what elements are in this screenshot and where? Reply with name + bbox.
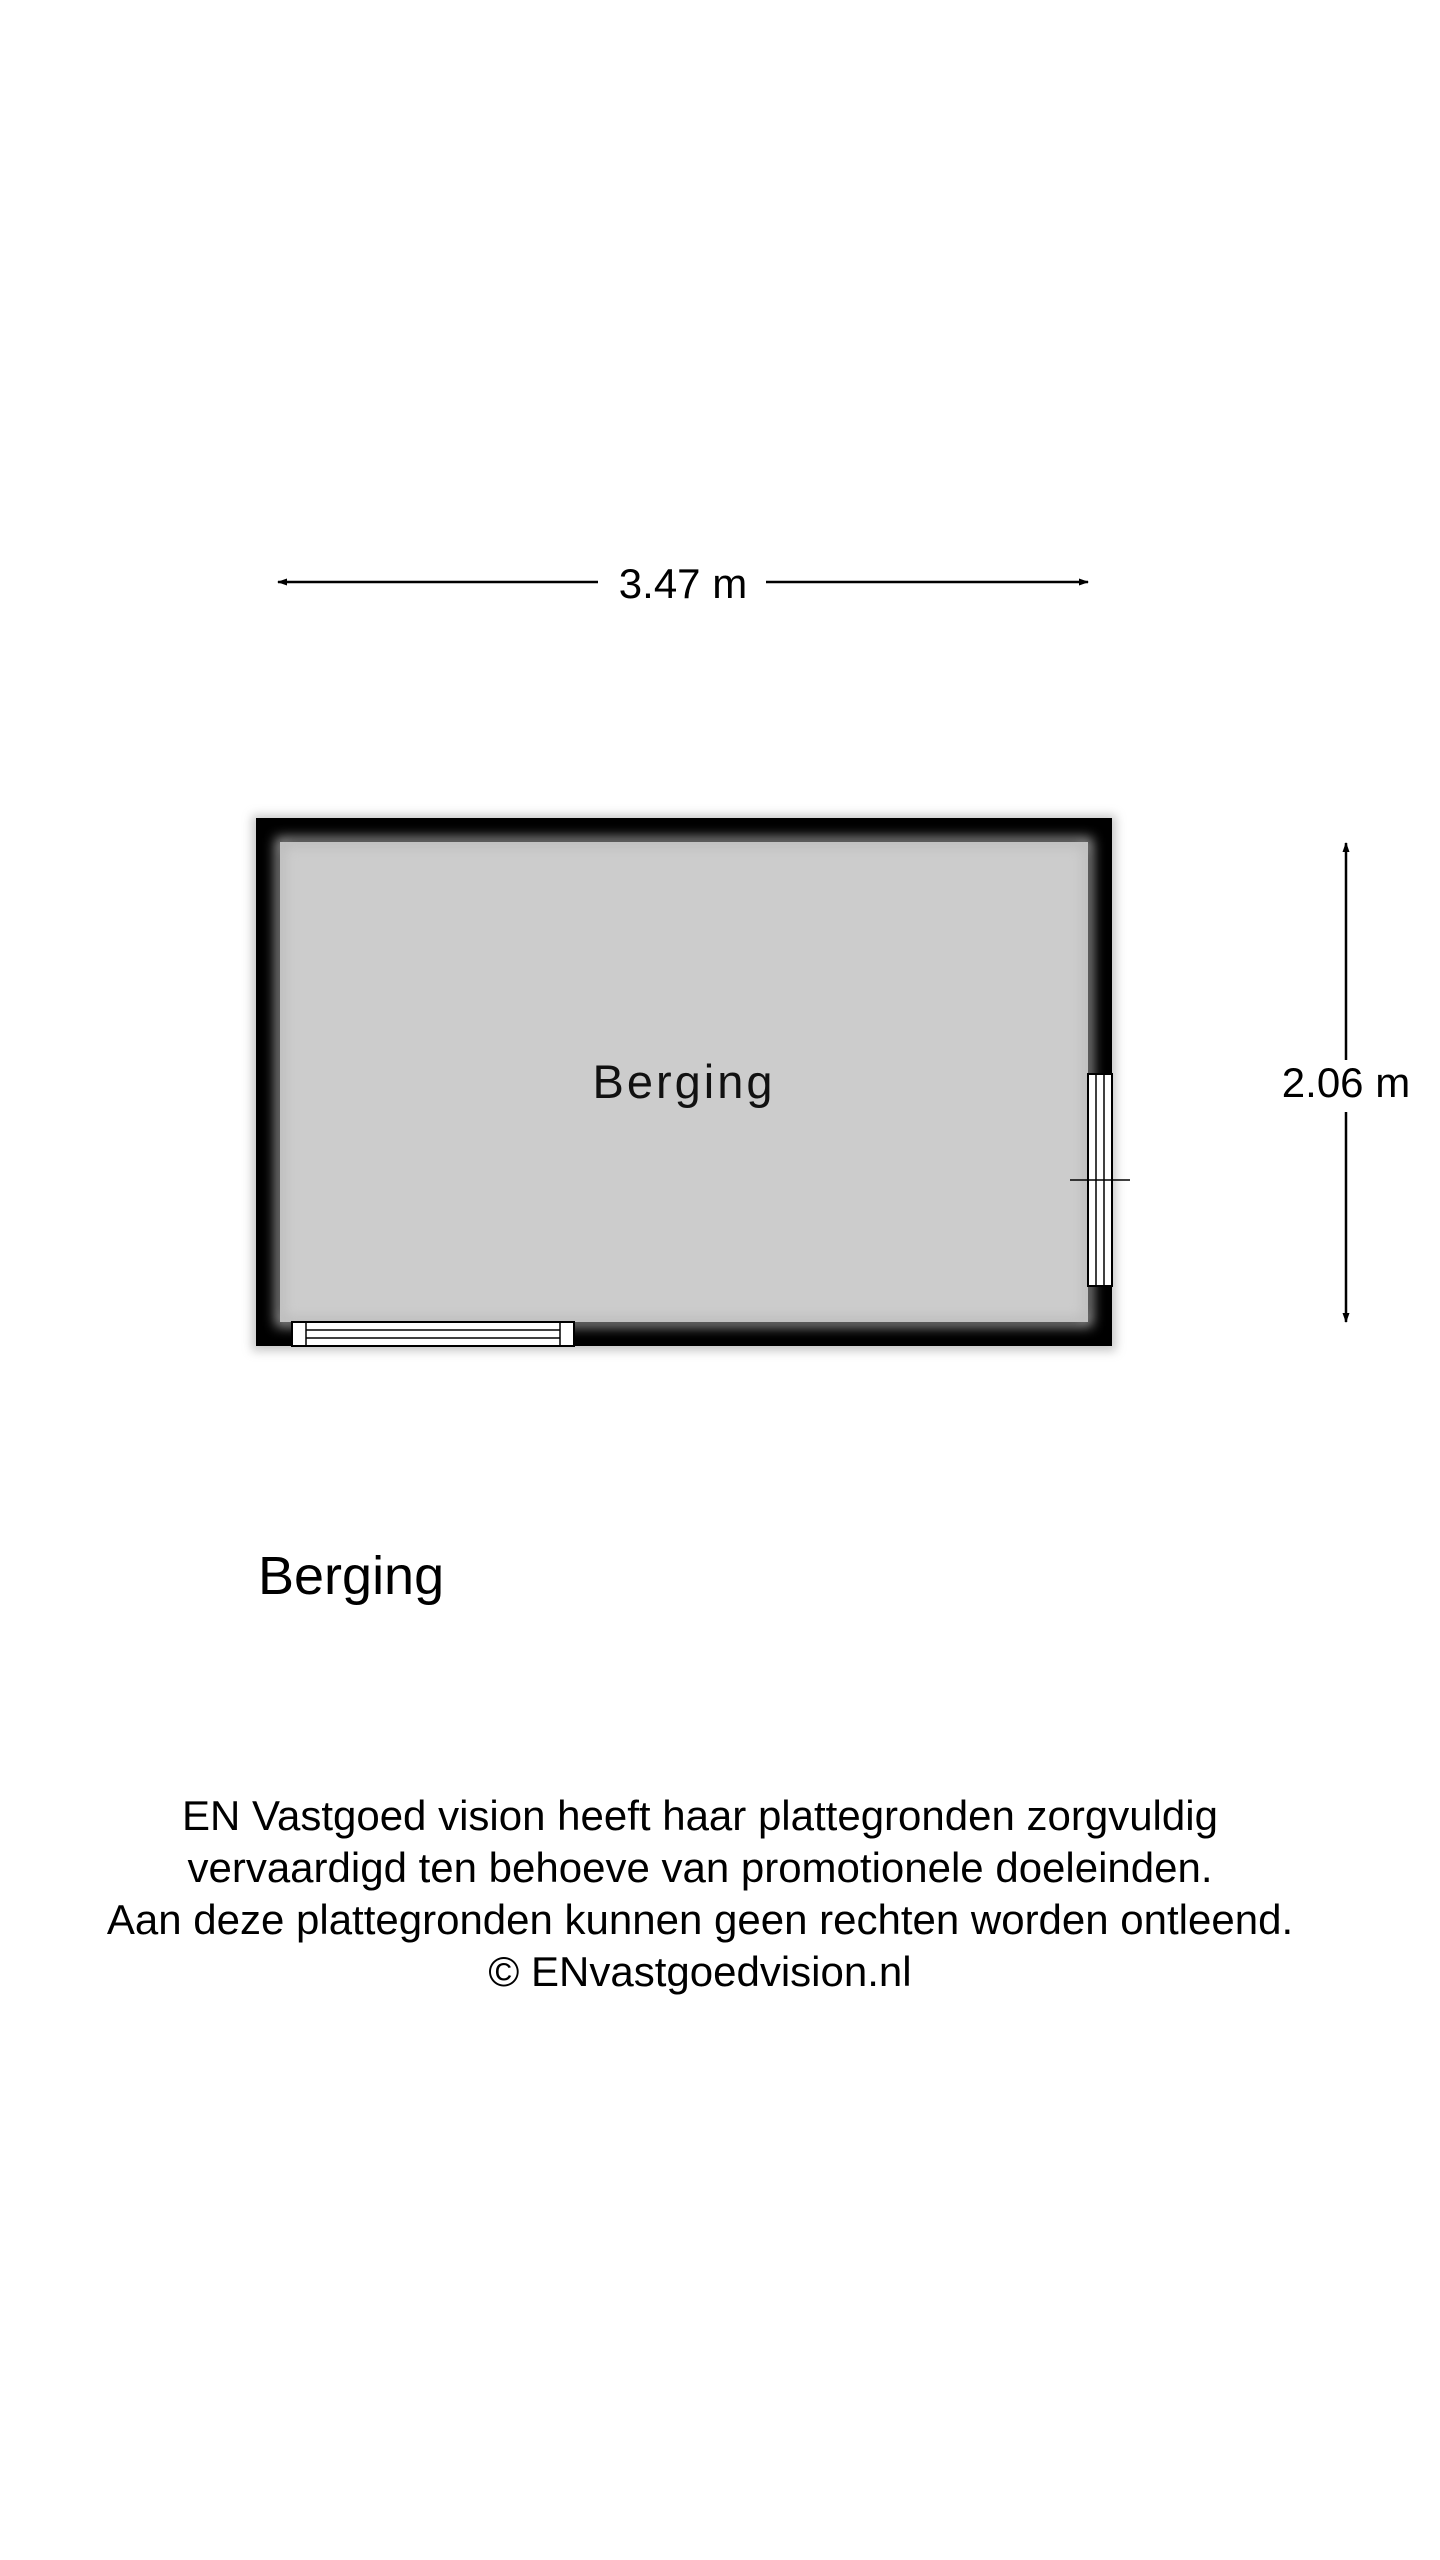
room-label: Berging [592,1055,776,1108]
disclaimer-line-2: vervaardigd ten behoeve van promotionele doeleinden. [187,1844,1213,1891]
height-dimension-label: 2.06 m [1281,1059,1411,1106]
disclaimer-line-1: EN Vastgoed vision heeft haar plattegronden zorgvuldig [182,1792,1218,1839]
width-dimension-label: 3.47 m [618,560,748,607]
floor-title: Berging [258,1546,445,1606]
disclaimer [0,1790,1400,1998]
room-berging [252,815,1130,1351]
disclaimer-line-3: Aan deze plattegronden kunnen geen rechten worden ontleend. [106,1896,1294,1943]
disclaimer-line-4: © ENvastgoedvision.nl [488,1948,912,1995]
height-dimension [1282,843,1410,1322]
width-dimension [278,560,1088,607]
window-bottom [292,1322,574,1346]
